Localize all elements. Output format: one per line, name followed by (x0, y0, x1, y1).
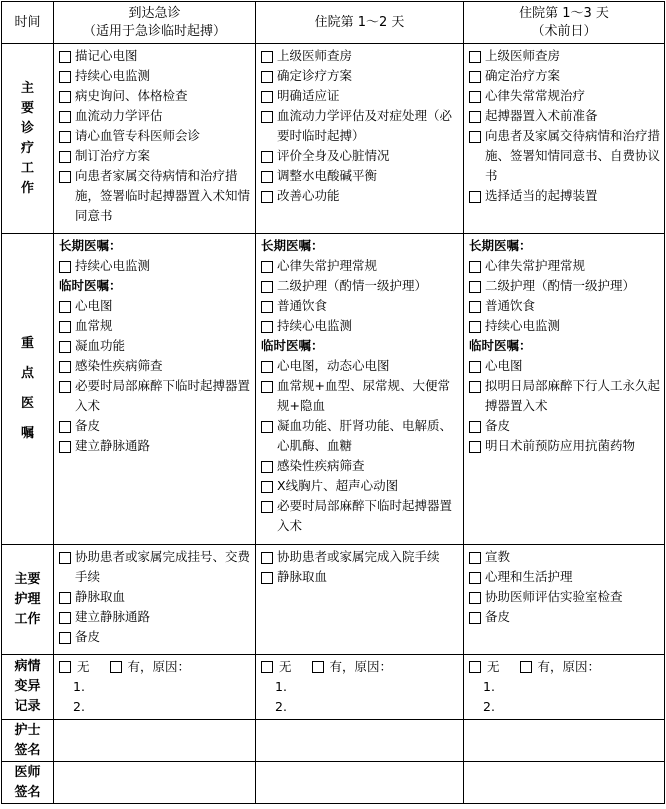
label-line: 工作 (14, 611, 41, 627)
checklist-item: 二级护理（酌情一级护理） (261, 276, 459, 296)
checklist-item: 备皮 (59, 416, 251, 436)
label-char: 重 (20, 336, 34, 351)
key-orders-col3 (464, 234, 665, 545)
checklist-item: 改善心功能 (261, 186, 459, 206)
col3-header-line2: （术前日） (531, 23, 597, 39)
checkbox[interactable] (59, 171, 71, 183)
checklist-item: 必要时局部麻醉下临时起搏器置入术 (261, 496, 459, 536)
checklist-item: 必要时局部麻醉下临时起搏器置入术 (59, 376, 251, 416)
checkbox[interactable] (59, 151, 71, 163)
nursing-label (2, 545, 54, 655)
checklist-item: 心律失常护理常规 (261, 256, 459, 276)
variation-col3 (464, 655, 665, 720)
checkbox[interactable] (59, 552, 71, 564)
temp-orders-heading: 临时医嘱： (261, 338, 324, 353)
checkbox[interactable] (59, 131, 71, 143)
label-line: 医师 (14, 764, 41, 780)
key-orders-col1 (54, 234, 256, 545)
checkbox[interactable] (469, 51, 481, 63)
checkbox[interactable] (59, 592, 71, 604)
checkbox[interactable] (59, 612, 71, 624)
checklist-item: 血常规+血型、尿常规、大便常规+隐血 (261, 376, 459, 416)
checklist-item: 持续心电监测 (59, 66, 251, 86)
nursing-col2 (256, 545, 464, 655)
long-term-orders-heading: 长期医嘱： (59, 238, 122, 253)
checkbox[interactable] (261, 321, 273, 333)
checklist-item: 凝血功能、肝肾功能、电解质、心肌酶、血糖 (261, 416, 459, 456)
label-char: 疗 (20, 140, 34, 156)
checklist-item: 静脉取血 (261, 567, 459, 587)
reason-line-2[interactable]: 2. (275, 699, 287, 714)
doctor-sign-col1[interactable] (54, 762, 256, 804)
checkbox[interactable] (59, 421, 71, 433)
checklist-item: 心律失常常规治疗 (469, 86, 660, 106)
checkbox[interactable] (59, 301, 71, 313)
label-char: 嘱 (20, 426, 34, 441)
checklist-item: 评价全身及心脏情况 (261, 146, 459, 166)
label-char: 医 (20, 396, 34, 411)
checklist-item: 心电图 (469, 356, 660, 376)
main-work-label (2, 44, 54, 234)
yes-checkbox[interactable] (520, 661, 532, 673)
label-line: 护理 (14, 591, 41, 607)
variation-options (469, 657, 660, 677)
checkbox[interactable] (469, 131, 481, 143)
checklist-item: 备皮 (59, 627, 251, 647)
checkbox[interactable] (469, 191, 481, 203)
label-line: 签名 (14, 784, 41, 800)
col2-header-line1: 住院第 1～2 天 (314, 14, 405, 30)
checklist-item: 向患者及家属交待病情和治疗措施、签署知情同意书、自费协议书 (469, 126, 660, 186)
label-line: 签名 (14, 742, 41, 758)
nursing-col3 (464, 545, 665, 655)
temp-orders-heading: 临时医嘱： (469, 338, 532, 353)
label-char: 要 (20, 100, 34, 116)
checkbox[interactable] (261, 552, 273, 564)
label-char: 作 (20, 180, 34, 196)
checklist-item: 血流动力学评估及对症处理（必要时临时起搏） (261, 106, 459, 146)
checklist-item: 建立静脉通路 (59, 607, 251, 627)
checklist-item: 心理和生活护理 (469, 567, 660, 587)
checklist-item: 感染性疾病筛查 (59, 356, 251, 376)
checkbox[interactable] (261, 572, 273, 584)
checklist-item: 备皮 (469, 607, 660, 627)
nurse-sign-col1[interactable] (54, 720, 256, 762)
checkbox[interactable] (59, 261, 71, 273)
no-label: 无 (279, 659, 292, 674)
variation-row (2, 655, 665, 720)
time-header (2, 2, 54, 44)
yes-label: 有，原因： (329, 659, 393, 674)
checkbox[interactable] (261, 151, 273, 163)
checklist-item: 向患者家属交待病情和治疗措施，签署临时起搏器置入术知情同意书 (59, 166, 251, 226)
reason-line-2[interactable]: 2. (73, 699, 85, 714)
key-orders-col2 (256, 234, 464, 545)
key-orders-label (2, 234, 54, 545)
checkbox[interactable] (261, 501, 273, 513)
checkbox[interactable] (469, 421, 481, 433)
checkbox[interactable] (261, 301, 273, 313)
reason-line-1[interactable]: 1. (275, 679, 287, 694)
checkbox[interactable] (469, 572, 481, 584)
col2-header (256, 2, 464, 44)
checkbox[interactable] (469, 281, 481, 293)
col3-header (464, 2, 665, 44)
checkbox[interactable] (261, 171, 273, 183)
reason-line-1[interactable]: 1. (483, 679, 495, 694)
checkbox[interactable] (59, 71, 71, 83)
checklist-item: 持续心电监测 (261, 316, 459, 336)
doctor-sign-col3[interactable] (464, 762, 665, 804)
variation-options (261, 657, 459, 677)
col1-header-line1: 到达急诊 (128, 5, 181, 21)
variation-label (2, 655, 54, 720)
nurse-sign-label (2, 720, 54, 762)
label-line: 记录 (14, 699, 41, 714)
col3-header-line1: 住院第 1～3 天 (519, 5, 609, 21)
col1-header (54, 2, 256, 44)
checklist-item: 制订治疗方案 (59, 146, 251, 166)
checkbox[interactable] (469, 301, 481, 313)
checklist-item: 静脉取血 (59, 587, 251, 607)
checkbox[interactable] (469, 592, 481, 604)
no-checkbox[interactable] (59, 661, 71, 673)
checkbox[interactable] (261, 91, 273, 103)
checklist-item: 协助患者或家属完成入院手续 (261, 547, 459, 567)
checklist-item: 普通饮食 (469, 296, 660, 316)
time-label: 时间 (14, 14, 41, 30)
checkbox[interactable] (261, 461, 273, 473)
checklist-item: 凝血功能 (59, 336, 251, 356)
label-char: 点 (20, 366, 34, 381)
temp-orders-heading: 临时医嘱： (59, 278, 122, 293)
checkbox[interactable] (469, 71, 481, 83)
checklist-item: 备皮 (469, 416, 660, 436)
checklist-item: 病史询问、体格检查 (59, 86, 251, 106)
key-orders-row (2, 234, 665, 545)
label-char: 主 (20, 80, 34, 96)
yes-checkbox[interactable] (312, 661, 324, 673)
checklist-item: 拟明日局部麻醉下行人工永久起搏器置入术 (469, 376, 660, 416)
checkbox[interactable] (261, 381, 273, 393)
variation-col2 (256, 655, 464, 720)
checklist-item: 感染性疾病筛查 (261, 456, 459, 476)
doctor-sign-label (2, 762, 54, 804)
main-work-row (2, 44, 665, 234)
nurse-sign-row (2, 720, 665, 762)
long-term-orders-heading: 长期医嘱： (261, 238, 324, 253)
checkbox[interactable] (59, 632, 71, 644)
checkbox[interactable] (59, 91, 71, 103)
yes-label: 有，原因： (537, 659, 601, 674)
no-label: 无 (487, 659, 500, 674)
variation-col1 (54, 655, 256, 720)
checkbox[interactable] (59, 321, 71, 333)
checklist-item: X线胸片、超声心动图 (261, 476, 459, 496)
checkbox[interactable] (261, 361, 273, 373)
checklist-item: 心电图，动态心电图 (261, 356, 459, 376)
checklist-item: 心律失常护理常规 (469, 256, 660, 276)
checklist-item: 二级护理（酌情一级护理） (469, 276, 660, 296)
checklist-item: 血常规 (59, 316, 251, 336)
label-line: 护士 (14, 722, 41, 738)
doctor-sign-col2[interactable] (256, 762, 464, 804)
checkbox[interactable] (59, 361, 71, 373)
checkbox[interactable] (59, 341, 71, 353)
checklist-item: 上级医师查房 (469, 46, 660, 66)
header-row (2, 2, 665, 44)
checkbox[interactable] (261, 261, 273, 273)
label-char: 工 (20, 160, 34, 176)
checklist-item: 心电图 (59, 296, 251, 316)
checklist-item: 调整水电酸碱平衡 (261, 166, 459, 186)
checkbox[interactable] (59, 381, 71, 393)
checklist-item: 上级医师查房 (261, 46, 459, 66)
checkbox[interactable] (261, 51, 273, 63)
yes-checkbox[interactable] (110, 661, 122, 673)
checklist-item: 明确适应证 (261, 86, 459, 106)
no-checkbox[interactable] (469, 661, 481, 673)
nurse-sign-col2[interactable] (256, 720, 464, 762)
checkbox[interactable] (469, 381, 481, 393)
nursing-col1 (54, 545, 256, 655)
reason-line-1[interactable]: 1. (73, 679, 85, 694)
checkbox[interactable] (261, 111, 273, 123)
checkbox[interactable] (261, 481, 273, 493)
checklist-item: 起搏器置入术前准备 (469, 106, 660, 126)
checkbox[interactable] (261, 421, 273, 433)
checkbox[interactable] (59, 441, 71, 453)
checkbox[interactable] (59, 111, 71, 123)
checklist-item: 请心血管专科医师会诊 (59, 126, 251, 146)
no-checkbox[interactable] (261, 661, 273, 673)
label-line: 主要 (14, 571, 41, 587)
checklist-item: 选择适当的起搏装置 (469, 186, 660, 206)
doctor-sign-row (2, 762, 665, 804)
yes-label: 有，原因： (127, 659, 191, 674)
variation-options (59, 657, 251, 677)
checkbox[interactable] (261, 71, 273, 83)
col1-header-line2: （适用于急诊临时起搏） (82, 23, 226, 39)
main-work-col3 (464, 44, 665, 234)
nurse-sign-col3[interactable] (464, 720, 665, 762)
checkbox[interactable] (261, 281, 273, 293)
checkbox[interactable] (261, 191, 273, 203)
checklist-item: 持续心电监测 (59, 256, 251, 276)
checklist-item: 血流动力学评估 (59, 106, 251, 126)
checklist-item: 协助患者或家属完成挂号、交费手续 (59, 547, 251, 587)
main-work-col1 (54, 44, 256, 234)
checklist-item: 建立静脉通路 (59, 436, 251, 456)
checklist-item: 持续心电监测 (469, 316, 660, 336)
checkbox[interactable] (469, 321, 481, 333)
long-term-orders-heading: 长期医嘱： (469, 238, 532, 253)
checklist-item: 描记心电图 (59, 46, 251, 66)
no-label: 无 (77, 659, 90, 674)
checkbox[interactable] (469, 441, 481, 453)
checkbox[interactable] (469, 612, 481, 624)
checkbox[interactable] (469, 261, 481, 273)
checklist-item: 宣教 (469, 547, 660, 567)
main-work-col2 (256, 44, 464, 234)
clinical-pathway-table (1, 1, 665, 804)
label-line: 变异 (14, 679, 41, 694)
checklist-item: 确定治疗方案 (469, 66, 660, 86)
checkbox[interactable] (469, 552, 481, 564)
checkbox[interactable] (469, 91, 481, 103)
checklist-item: 确定诊疗方案 (261, 66, 459, 86)
label-line: 病情 (14, 659, 41, 674)
checklist-item: 协助医师评估实验室检查 (469, 587, 660, 607)
checklist-item: 普通饮食 (261, 296, 459, 316)
nursing-row (2, 545, 665, 655)
checkbox[interactable] (469, 111, 481, 123)
checklist-item: 明日术前预防应用抗菌药物 (469, 436, 660, 456)
checkbox[interactable] (469, 361, 481, 373)
reason-line-2[interactable]: 2. (483, 699, 495, 714)
label-char: 诊 (20, 120, 34, 136)
checkbox[interactable] (59, 51, 71, 63)
